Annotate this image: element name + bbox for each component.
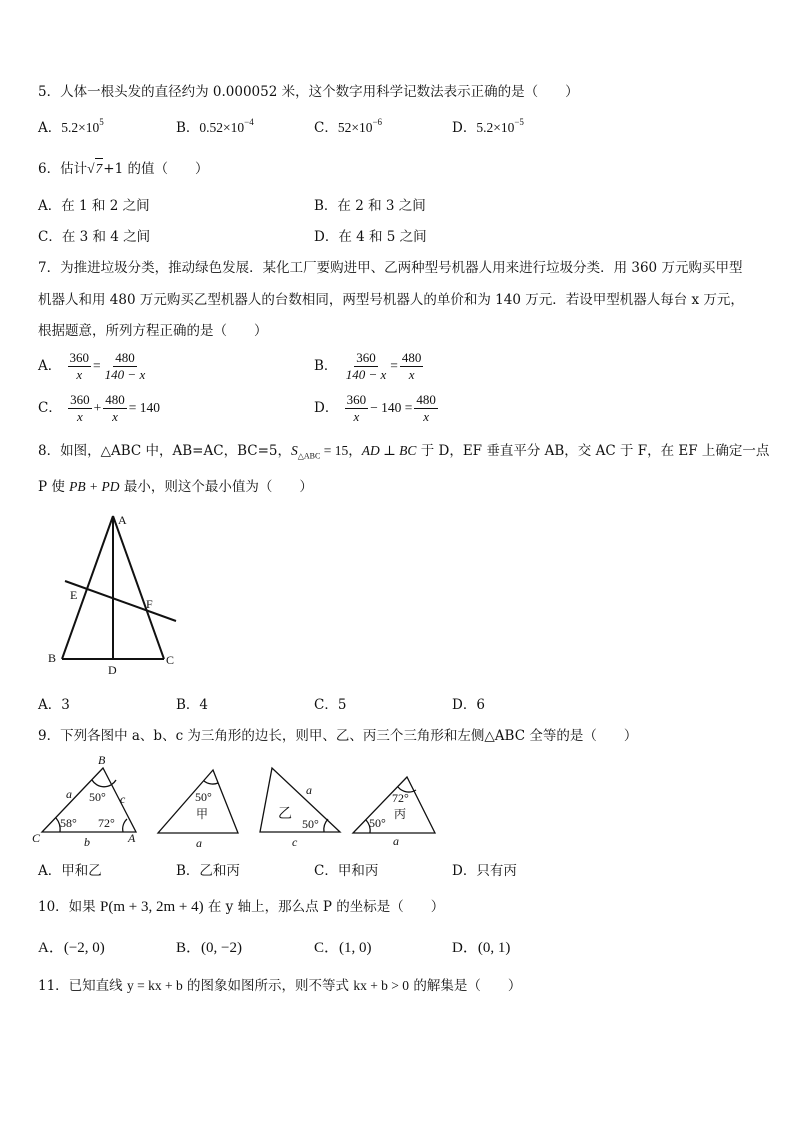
q6-option-a[interactable]: A．在 1 和 2 之间 — [38, 198, 150, 214]
right-hand-side: = 140 — [128, 400, 161, 415]
label-side-b: b — [84, 835, 90, 849]
q7-stem-line1: 7．为推进垃圾分类，推动绿色发展．某化工厂要购进甲、乙两种型号机器人用来进行垃圾分类．用 360 万元购买甲型 — [38, 260, 743, 276]
sqrt-radicand: 7 — [95, 158, 104, 179]
q7-option-d[interactable] — [314, 390, 440, 426]
label-side-a: a — [66, 787, 72, 801]
point-expression: P(m + 3, 2m + 4) — [99, 899, 204, 915]
option-value: 0.52×10 — [199, 120, 245, 135]
q5-option-a[interactable] — [38, 118, 104, 138]
angle-c-value: 58° — [60, 816, 77, 830]
area-subscript: △ABC — [297, 451, 321, 461]
triangle-bing — [353, 777, 435, 833]
operator: = — [390, 358, 398, 373]
yi-name: 乙 — [278, 807, 292, 822]
q10-option-c[interactable]: C．(1, 0) — [314, 940, 372, 956]
q5-stem: 5．人体一根头发的直径约为 0.000052 米，这个数字用科学记数法表示正确的是（ ） — [38, 84, 579, 100]
q8-option-d[interactable]: D．6 — [452, 697, 485, 713]
q9-triangles-figure — [30, 750, 450, 852]
jia-angle-value: 50° — [195, 790, 212, 804]
q8-text: 于 D，EF 垂直平分 AB，交 AC 于 F，在 EF 上确定一点 — [416, 443, 770, 459]
label-c: C — [166, 653, 175, 667]
q8-option-c[interactable]: C．5 — [314, 697, 347, 713]
fraction — [345, 392, 369, 425]
q7-option-a[interactable] — [38, 348, 149, 384]
denominator: x — [353, 409, 360, 424]
fraction — [344, 350, 389, 383]
line-equation: y = kx + b — [126, 978, 183, 993]
q6-stem — [38, 158, 208, 179]
q10-stem — [38, 897, 444, 917]
q10-option-b[interactable]: B．(0, −2) — [176, 940, 242, 956]
operator: − 140 = — [370, 400, 413, 415]
option-letter: D． — [314, 400, 339, 416]
option-letter: B． — [176, 120, 200, 136]
yi-angle-value: 50° — [302, 817, 319, 831]
label-a: A — [118, 513, 127, 527]
option-letter: A． — [38, 120, 62, 136]
perpendicular-condition: AD ⊥ BC — [361, 443, 417, 458]
q8-text: 8．如图，△ABC 中，AB=AC，BC=5， — [38, 443, 291, 459]
label-d: D — [108, 663, 117, 677]
bing-name: 丙 — [394, 807, 407, 821]
q9-option-c[interactable]: C．甲和丙 — [314, 863, 379, 879]
numerator: 360 — [356, 350, 376, 365]
option-letter: A． — [38, 358, 62, 374]
q8-option-a[interactable]: A．3 — [38, 697, 70, 713]
q11-text: 11．已知直线 — [38, 978, 127, 994]
q9-option-d[interactable]: D．只有丙 — [452, 863, 517, 879]
yi-side-a: a — [306, 783, 312, 797]
q5-option-c[interactable] — [314, 118, 382, 138]
label-f: F — [146, 597, 153, 611]
option-letter: B． — [314, 358, 338, 374]
fraction — [103, 392, 127, 425]
jia-name: 甲 — [196, 807, 209, 821]
label-b-vertex: B — [98, 753, 106, 767]
q6-option-d[interactable]: D．在 4 和 5 之间 — [314, 229, 427, 245]
q6-option-c[interactable]: C．在 3 和 4 之间 — [38, 229, 151, 245]
bing-side-a: a — [393, 834, 399, 848]
q11-text: 的图象如图所示，则不等式 — [182, 978, 354, 994]
option-exponent: 5 — [99, 117, 104, 127]
denominator: x — [77, 409, 83, 424]
denominator: 140 − x — [104, 367, 146, 382]
triangle-yi — [260, 768, 340, 832]
q7-stem-line3: 根据题意，所列方程正确的是（ ） — [38, 323, 268, 339]
operator: + — [93, 400, 102, 415]
bing-angle-left: 50° — [369, 816, 386, 830]
numerator: 480 — [401, 350, 422, 365]
denominator: x — [76, 367, 83, 382]
label-side-c: c — [120, 792, 126, 806]
angle-a-value: 72° — [98, 816, 115, 830]
sqrt-sign: √ — [87, 161, 95, 176]
q7-option-b[interactable] — [314, 348, 425, 384]
fraction — [103, 350, 148, 383]
angle-arc-a — [123, 819, 127, 832]
area-value: = 15， — [320, 443, 362, 458]
option-letter: C． — [314, 120, 338, 136]
option-value: 52×10 — [337, 120, 373, 135]
q9-option-a[interactable]: A．甲和乙 — [38, 863, 102, 879]
yi-side-c: c — [292, 835, 298, 849]
numerator: 480 — [416, 392, 436, 407]
q10-text: 10．如果 — [38, 899, 100, 915]
option-letter: C． — [38, 400, 62, 416]
bing-angle-top: 72° — [392, 791, 409, 805]
denominator: x — [112, 409, 118, 424]
q9-option-b[interactable]: B．乙和丙 — [176, 863, 240, 879]
fraction — [400, 350, 424, 383]
q7-option-c[interactable] — [38, 390, 160, 426]
denominator: 140 − x — [345, 367, 387, 382]
q11-stem — [38, 976, 521, 996]
fraction — [68, 392, 92, 425]
option-exponent: −5 — [514, 117, 524, 127]
label-c-vertex: C — [32, 831, 41, 845]
area-symbol: S — [290, 443, 298, 458]
expression: PB + PD — [69, 479, 120, 494]
q11-text: 的解集是（ ） — [409, 978, 522, 994]
inequality: kx + b > 0 — [353, 978, 410, 993]
q6-suffix: +1 的值（ ） — [103, 161, 209, 177]
fraction — [68, 350, 92, 383]
numerator: 480 — [105, 392, 125, 407]
label-a-vertex: A — [128, 831, 136, 845]
q8-stem-line1 — [38, 441, 769, 467]
q6-option-b[interactable]: B．在 2 和 3 之间 — [314, 198, 426, 214]
option-exponent: −4 — [244, 117, 254, 127]
option-value: 5.2×10 — [61, 120, 100, 135]
q6-prefix: 6．估计 — [38, 161, 88, 177]
denominator: x — [408, 367, 415, 382]
option-value: 5.2×10 — [476, 120, 515, 135]
numerator: 480 — [115, 350, 135, 365]
jia-side-a: a — [196, 836, 202, 850]
q8-text: P 使 — [38, 479, 70, 495]
q8-text: 最小，则这个最小值为（ ） — [119, 479, 313, 495]
side-ac — [113, 516, 164, 659]
numerator: 360 — [346, 392, 367, 407]
numerator: 360 — [69, 350, 90, 365]
numerator: 360 — [70, 392, 90, 407]
label-e: E — [70, 588, 78, 602]
q8-triangle-figure — [40, 508, 190, 678]
q10-text: 在 y 轴上，那么点 P 的坐标是（ ） — [203, 899, 445, 915]
operator: = — [93, 358, 101, 373]
q10-option-d[interactable]: D．(0, 1) — [452, 940, 511, 956]
q5-option-d[interactable] — [452, 118, 524, 138]
q5-option-b[interactable] — [176, 118, 254, 138]
fraction — [414, 392, 438, 425]
label-b: B — [48, 651, 57, 665]
q10-option-a[interactable]: A．(−2, 0) — [38, 940, 105, 956]
angle-arc-jia — [204, 781, 218, 784]
angle-b-value: 50° — [89, 790, 106, 804]
option-exponent: −6 — [372, 117, 383, 127]
denominator: x — [423, 409, 429, 424]
q8-stem-line2 — [38, 477, 313, 497]
option-letter: D． — [452, 120, 477, 136]
q7-stem-line2: 机器人和用 480 万元购买乙型机器人的台数相同，两型号机器人的单价和为 140 万元．若设甲型机器人每台 x 万元， — [38, 292, 744, 308]
q9-stem: 9．下列各图中 a、b、c 为三角形的边长，则甲、乙、丙三个三角形和左侧△ABC 全等的是（ ） — [38, 728, 638, 744]
q8-option-b[interactable]: B．4 — [176, 697, 209, 713]
